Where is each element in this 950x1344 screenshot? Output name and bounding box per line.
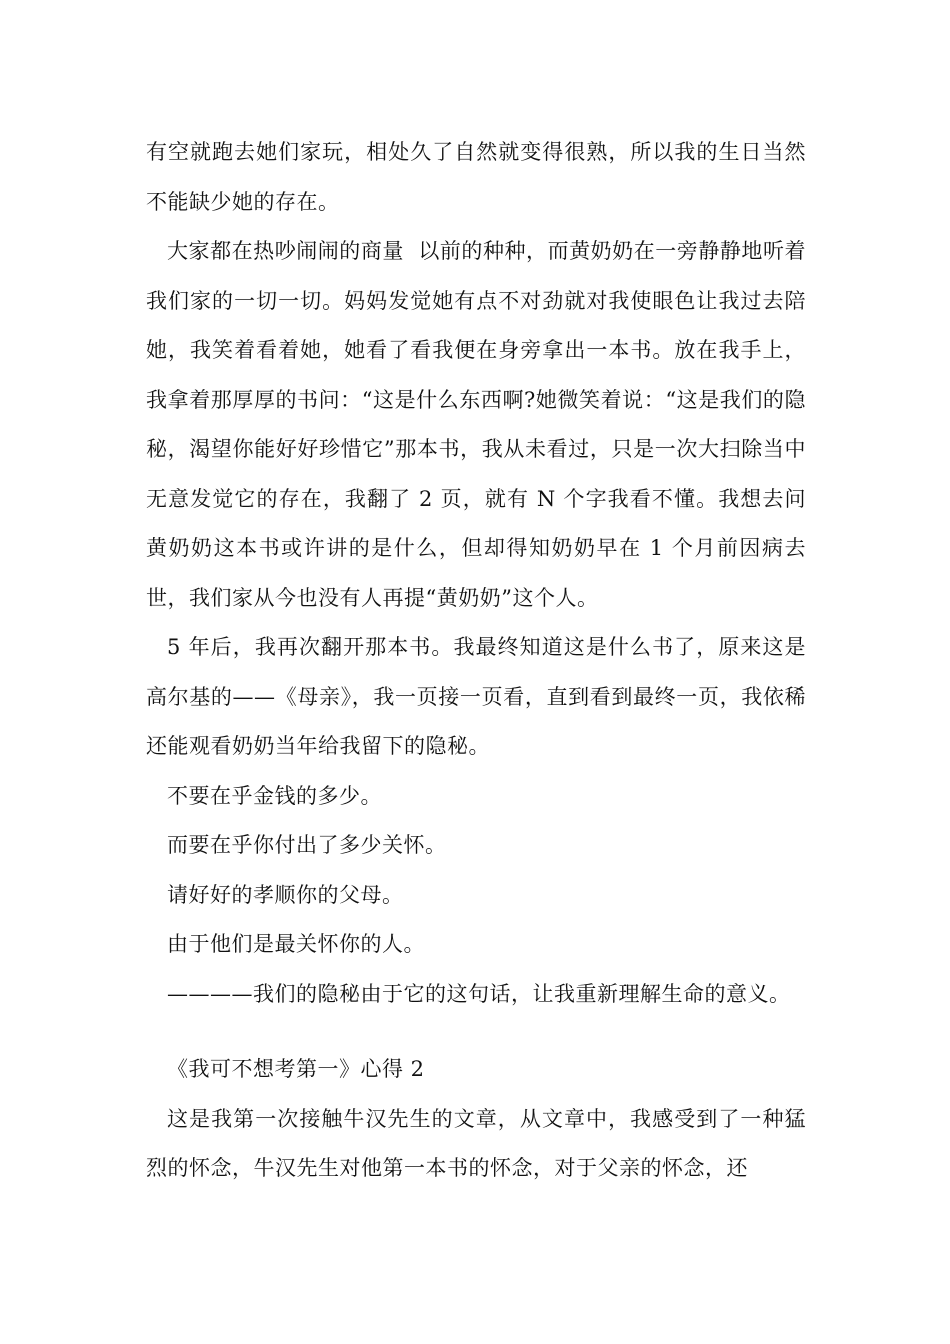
paragraph-8: ————我们的隐秘由于它的这句话，让我重新理解生命的意义。 [167, 981, 791, 1006]
paragraph-1: 有空就跑去她们家玩，相处久了自然就变得很熟，所以我的生日当然不能缺少她的存在。 [146, 140, 806, 214]
paragraph-2: 大家都在热吵闹闹的商量 以前的种种，而黄奶奶在一旁静静地听着我们家的一切一切。妈妈发觉她有点不对劲就对我使眼色让我过去陪她，我笑着看着她，她看了看我便在身旁拿出一本书。放在我手上，我拿着那厚厚的书问：“这是什么东西啊?她微笑着说：“这是我们的隐秘，渴望你能好好珍惜它”那本书，我从未看过，只是一次大扫除当中无意发觉它的存在，我翻了 2 页，就有 N 个字我看不懂。我想去问黄奶奶这本书或许讲的是什么，但却得知奶奶早在 1 个月前因病去世，我们家从今也没有人再提“黄奶奶”这个人。 [146, 239, 806, 610]
paragraph-6: 请好好的孝顺你的父母。 [167, 882, 404, 907]
closing-paragraph: 这是我第一次接触牛汉先生的文章，从文章中，我感受到了一种猛烈的怀念，牛汉先生对他第一本书的怀念，对于父亲的怀念，还 [146, 1106, 806, 1180]
document-body [146, 128, 806, 1194]
paragraph-3: 5 年后，我再次翻开那本书。我最终知道这是什么书了，原来这是高尔基的——《母亲》，我一页接一页看，直到看到最终一页，我依稀还能观看奶奶当年给我留下的隐秘。 [146, 635, 806, 758]
paragraph-7: 由于他们是最关怀你的人。 [167, 932, 425, 956]
section-heading: 《我可不想考第一》心得 2 [167, 1057, 425, 1081]
paragraph-5: 而要在乎你付出了多少关怀。 [167, 833, 447, 857]
paragraph-4: 不要在乎金钱的多少。 [167, 783, 382, 808]
